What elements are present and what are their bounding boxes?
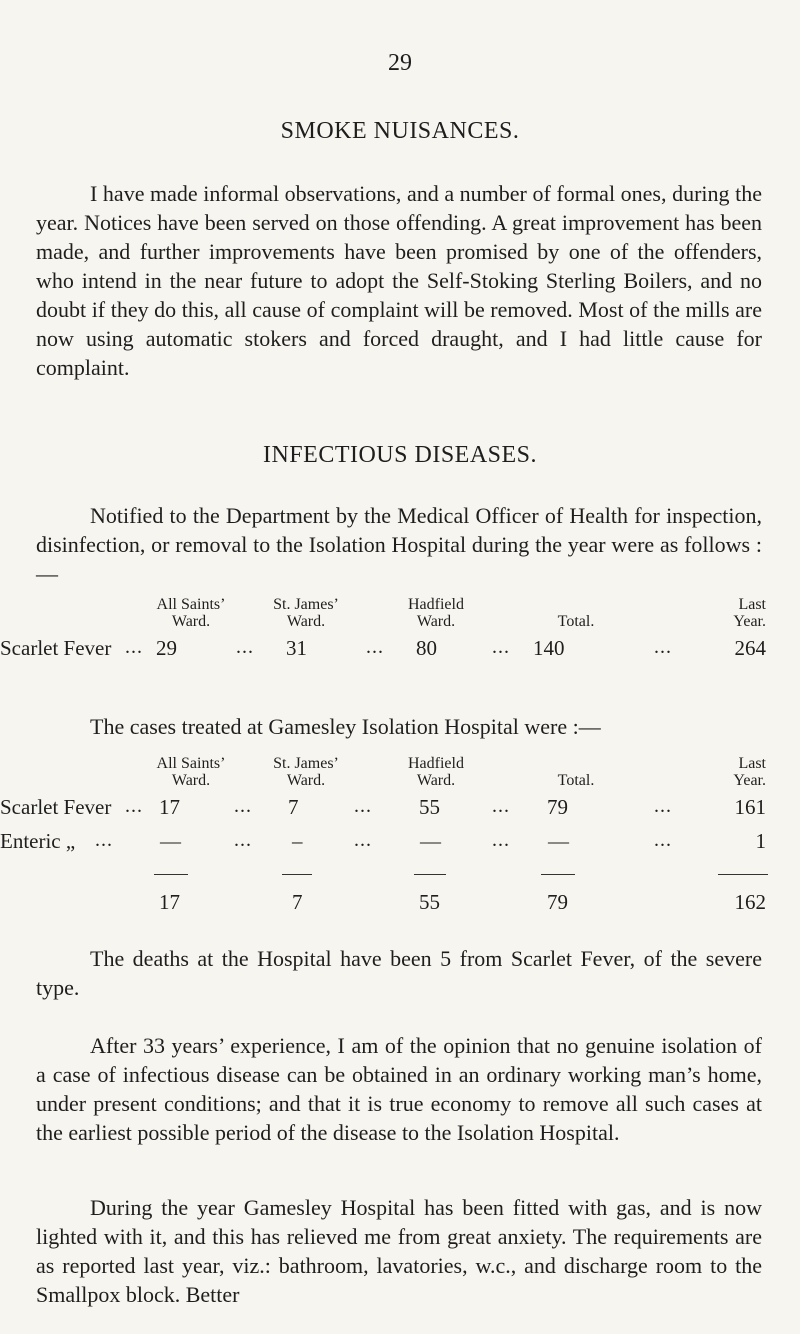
leader-dots: ... bbox=[234, 795, 252, 817]
leader-dots: ... bbox=[354, 795, 372, 817]
isolation-opinion-paragraph: After 33 years’ experience, I am of the opinion that no genuine isolation of a case of infectious disease can be obtained in an ordinary working man’s home, under present conditions; and that it is true economy to remove all such cases at the earliest possible period of the disease to the Isolation Hospital. bbox=[36, 1033, 762, 1145]
page-number: 29 bbox=[388, 50, 412, 76]
infectious-diseases-heading: INFECTIOUS DISEASES. bbox=[262, 442, 538, 468]
cell-all-saints: 29 bbox=[156, 636, 177, 660]
row-label: Enteric „ bbox=[0, 829, 76, 853]
header-st-james: St. James’ Ward. bbox=[273, 755, 339, 789]
total-total: 79 bbox=[547, 890, 568, 914]
cell-last-year: 1 bbox=[755, 829, 766, 853]
cell-st-james: 31 bbox=[286, 636, 307, 660]
leader-dots: ... bbox=[366, 636, 384, 658]
sum-rule bbox=[414, 874, 446, 875]
cell-hadfield: — bbox=[420, 829, 441, 853]
sum-rule bbox=[154, 874, 188, 875]
header-hadfield: Hadfield Ward. bbox=[408, 596, 464, 630]
leader-dots: ... bbox=[492, 795, 510, 817]
header-all-saints: All Saints’ Ward. bbox=[156, 596, 226, 630]
sum-rule bbox=[282, 874, 312, 875]
cases-treated-intro: The cases treated at Gamesley Isolation Hospital were :— bbox=[90, 714, 601, 739]
leader-dots: ... bbox=[236, 636, 254, 658]
cell-last-year: 161 bbox=[734, 795, 766, 819]
cell-hadfield: 55 bbox=[419, 795, 440, 819]
header-total: Total. bbox=[557, 613, 595, 630]
cell-all-saints: 17 bbox=[159, 795, 180, 819]
smoke-nuisances-heading: SMOKE NUISANCES. bbox=[280, 118, 520, 144]
total-last-year: 162 bbox=[734, 890, 766, 914]
row-label: Scarlet Fever bbox=[0, 795, 112, 819]
cell-hadfield: 80 bbox=[416, 636, 437, 660]
sum-rule bbox=[541, 874, 575, 875]
header-total: Total. bbox=[557, 772, 595, 789]
smoke-nuisances-paragraph: I have made informal observations, and a number of formal ones, during the year. Notices have been served on those offending. A great improvement has been made, and further improvements have been promised by one of the offenders, who intend in the near future to adopt the Self-Stoking Sterling Boilers, and no doubt if they do this, all cause of complaint will be removed. Most of the mills are now using automatic stokers and forced draught, and I had little cause for complaint. bbox=[36, 181, 762, 380]
cell-st-james: – bbox=[292, 829, 303, 853]
total-st-james: 7 bbox=[292, 890, 303, 914]
leader-dots: ... bbox=[492, 636, 510, 658]
leader-dots: ... bbox=[654, 829, 672, 851]
leader-dots: ... bbox=[95, 829, 113, 851]
leader-dots: ... bbox=[654, 795, 672, 817]
cell-last-year: 264 bbox=[734, 636, 766, 660]
cell-st-james: 7 bbox=[288, 795, 299, 819]
leader-dots: ... bbox=[125, 636, 143, 658]
cell-total: — bbox=[548, 829, 569, 853]
notified-cases-table bbox=[0, 596, 771, 676]
header-last-year: Last Year. bbox=[733, 755, 766, 789]
leader-dots: ... bbox=[354, 829, 372, 851]
leader-dots: ... bbox=[492, 829, 510, 851]
cell-all-saints: — bbox=[160, 829, 181, 853]
gamesley-hospital-paragraph: During the year Gamesley Hospital has been fitted with gas, and is now lighted with it, and this has relieved me from great anxiety. The requirements are as reported last year, viz.: bathroom, lavatories, w.c., and discharge room to the Smallpox block. Better bbox=[36, 1195, 762, 1307]
header-all-saints: All Saints’ Ward. bbox=[156, 755, 226, 789]
cell-total: 140 bbox=[533, 636, 565, 660]
leader-dots: ... bbox=[654, 636, 672, 658]
header-last-year: Last Year. bbox=[733, 596, 766, 630]
header-st-james: St. James’ Ward. bbox=[273, 596, 339, 630]
sum-rule bbox=[718, 874, 768, 875]
leader-dots: ... bbox=[125, 795, 143, 817]
total-all-saints: 17 bbox=[159, 890, 180, 914]
deaths-paragraph: The deaths at the Hospital have been 5 from Scarlet Fever, of the severe type. bbox=[36, 946, 762, 1000]
total-hadfield: 55 bbox=[419, 890, 440, 914]
leader-dots: ... bbox=[234, 829, 252, 851]
cell-total: 79 bbox=[547, 795, 568, 819]
row-label: Scarlet Fever bbox=[0, 636, 112, 660]
header-hadfield: Hadfield Ward. bbox=[408, 755, 464, 789]
infectious-diseases-paragraph: Notified to the Department by the Medical Officer of Health for inspection, disinfection, or removal to the Isolation Hospital during the year were as follows :— bbox=[36, 503, 762, 586]
